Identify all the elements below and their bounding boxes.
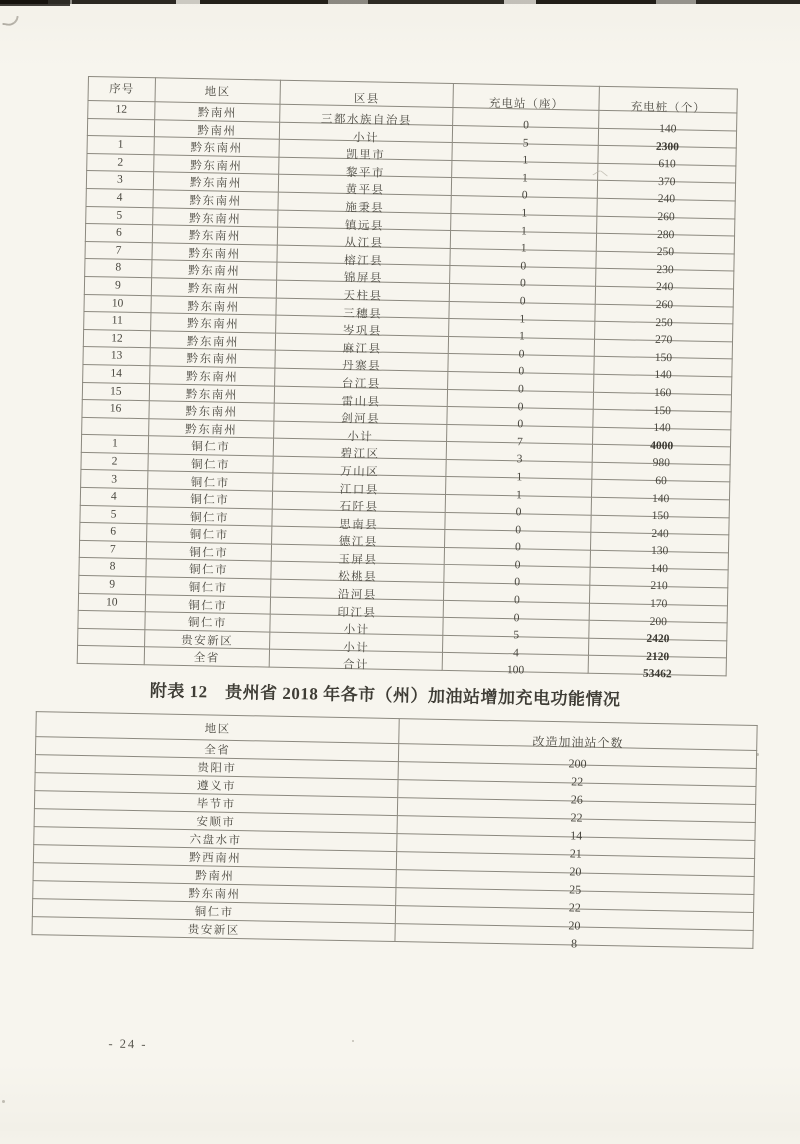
table-cell: 贵阳市 xyxy=(35,755,399,780)
table-cell: 印江县 xyxy=(270,597,444,618)
table-cell: 12 xyxy=(83,329,150,348)
table-cell: 240 xyxy=(598,181,736,201)
table-cell: 贵安新区 xyxy=(32,917,396,942)
table-cell xyxy=(82,417,149,436)
table-cell: 5 xyxy=(80,505,147,524)
table-cell: 0 xyxy=(448,354,594,374)
table-cell: 全省 xyxy=(144,647,270,667)
table-cell: 黔东南州 xyxy=(150,330,276,350)
retrofit-table-body xyxy=(32,737,757,949)
table-cell: 26 xyxy=(398,780,756,805)
table-cell: 镇远县 xyxy=(278,210,452,231)
column-header: 序号 xyxy=(88,77,155,102)
table-cell: 21 xyxy=(397,834,755,859)
table-cell: 0 xyxy=(452,178,598,198)
table-cell: 玉屏县 xyxy=(271,544,445,565)
table-cell: 遵义市 xyxy=(35,773,399,798)
table-cell: 22 xyxy=(396,888,754,913)
table-cell: 130 xyxy=(591,532,729,552)
table-cell: 100 xyxy=(443,653,589,673)
table-cell: 0 xyxy=(449,336,595,356)
table-cell: 8 xyxy=(395,924,753,949)
table-cell: 黔西南州 xyxy=(33,845,397,870)
table-cell: 铜仁市 xyxy=(145,577,271,597)
table-cell: 黔东南州 xyxy=(149,383,275,403)
table-cell: 铜仁市 xyxy=(147,506,273,526)
table-cell: 3 xyxy=(81,470,148,489)
table-cell: 黄平县 xyxy=(278,175,452,196)
table-cell: 22 xyxy=(398,762,756,787)
table-cell: 麻江县 xyxy=(275,333,449,354)
table-cell: 黔东南州 xyxy=(151,278,277,298)
table-cell: 1 xyxy=(451,195,597,215)
table-cell: 11 xyxy=(84,312,151,331)
column-header: 充电桩（个） xyxy=(599,86,737,113)
table-cell: 140 xyxy=(599,110,737,130)
table-cell: 黔东南州 xyxy=(149,401,275,421)
table-cell: 2 xyxy=(81,452,148,471)
table-cell: 锦屏县 xyxy=(277,263,451,284)
table-cell xyxy=(78,628,145,647)
table-cell: 20 xyxy=(396,906,754,931)
table-cell: 0 xyxy=(448,389,594,409)
table-cell: 黔东南州 xyxy=(152,225,278,245)
table-cell: 台江县 xyxy=(275,368,449,389)
table-cell: 1 xyxy=(452,160,598,180)
table-cell xyxy=(77,646,144,665)
table-cell: 10 xyxy=(78,593,145,612)
table-cell: 铜仁市 xyxy=(147,471,273,491)
table-cell: 250 xyxy=(595,304,733,324)
table-cell: 8 xyxy=(85,259,152,278)
table-cell: 16 xyxy=(82,400,149,419)
table-cell: 铜仁市 xyxy=(145,594,271,614)
table-cell: 14 xyxy=(83,364,150,383)
table-cell: 20 xyxy=(397,852,755,877)
table-cell: 丹寨县 xyxy=(275,350,449,371)
table-cell: 黔东南州 xyxy=(33,881,397,906)
table-cell: 铜仁市 xyxy=(145,612,271,632)
table-cell: 黔东南州 xyxy=(152,207,278,227)
table-cell: 0 xyxy=(450,266,596,286)
table-cell: 1 xyxy=(446,477,592,497)
table-cell: 200 xyxy=(399,744,757,769)
table-cell: 7 xyxy=(85,241,152,260)
table-cell: 黔东南州 xyxy=(150,313,276,333)
table-cell: 合计 xyxy=(269,649,443,670)
table-cell: 3 xyxy=(86,171,153,190)
table-cell: 石阡县 xyxy=(272,491,446,512)
table-cell: 0 xyxy=(448,371,594,391)
table-cell: 140 xyxy=(592,480,730,500)
table-cell: 2 xyxy=(87,153,154,172)
table-cell: 小计 xyxy=(279,122,453,143)
table-cell: 安顺市 xyxy=(34,809,398,834)
table-cell: 碧江区 xyxy=(273,438,447,459)
column-header: 地区 xyxy=(36,712,400,744)
table-cell: 370 xyxy=(598,163,736,183)
table-cell: 松桃县 xyxy=(271,562,445,583)
table-cell: 5 xyxy=(453,125,599,145)
table-cell: 铜仁市 xyxy=(146,524,272,544)
gas-station-retrofit-table xyxy=(31,711,757,949)
table-cell: 0 xyxy=(444,565,590,585)
table-cell: 150 xyxy=(592,497,730,517)
table-cell: 15 xyxy=(82,382,149,401)
table-cell: 铜仁市 xyxy=(32,899,396,924)
table-cell: 三穗县 xyxy=(276,298,450,319)
table-cell: 53462 xyxy=(589,656,727,676)
table-cell: 140 xyxy=(593,409,731,429)
table-cell: 0 xyxy=(450,248,596,268)
table-cell: 9 xyxy=(84,276,151,295)
table-cell: 小计 xyxy=(270,614,444,635)
table-cell: 8 xyxy=(79,558,146,577)
table-cell: 0 xyxy=(445,512,591,532)
table-cell: 260 xyxy=(597,198,735,218)
table-cell xyxy=(78,611,145,630)
table-cell: 4 xyxy=(443,635,589,655)
table-cell: 黔东南州 xyxy=(154,155,280,175)
table-cell: 1 xyxy=(446,459,592,479)
table-cell: 0 xyxy=(453,108,599,128)
table-cell: 9 xyxy=(79,575,146,594)
table-cell: 榕江县 xyxy=(277,245,451,266)
table-cell: 12 xyxy=(88,101,155,120)
table-cell: 2300 xyxy=(599,128,737,148)
table-cell: 230 xyxy=(596,251,734,271)
table-cell: 150 xyxy=(594,392,732,412)
table-cell: 铜仁市 xyxy=(146,542,272,562)
table-cell: 6 xyxy=(85,224,152,243)
table-cell: 13 xyxy=(83,347,150,366)
table-cell: 2420 xyxy=(589,620,727,640)
table-cell: 1 xyxy=(451,213,597,233)
table-cell: 江口县 xyxy=(273,474,447,495)
table-cell: 4 xyxy=(86,188,153,207)
table-cell: 25 xyxy=(396,870,754,895)
table-cell: 250 xyxy=(597,233,735,253)
table-cell: 60 xyxy=(592,462,730,482)
table-cell: 170 xyxy=(590,585,728,605)
table-cell: 岑巩县 xyxy=(276,315,450,336)
table-cell: 6 xyxy=(80,523,147,542)
table-cell: 铜仁市 xyxy=(148,454,274,474)
table-cell: 22 xyxy=(398,798,756,823)
table-cell: 黔东南州 xyxy=(151,260,277,280)
table-cell: 沿河县 xyxy=(271,579,445,600)
table-cell: 270 xyxy=(595,321,733,341)
table-cell: 140 xyxy=(594,357,732,377)
table-cell: 黔东南州 xyxy=(153,190,279,210)
table-cell: 从江县 xyxy=(277,227,451,248)
table-cell: 黔东南州 xyxy=(149,366,275,386)
table-cell: 4 xyxy=(80,487,147,506)
table-cell: 7 xyxy=(79,540,146,559)
table-cell: 凯里市 xyxy=(279,139,453,160)
table-cell: 1 xyxy=(451,231,597,251)
table-cell: 7 xyxy=(447,424,593,444)
table-cell: 黔东南州 xyxy=(153,172,279,192)
table-cell: 黔南州 xyxy=(33,863,397,888)
table-cell: 1 xyxy=(452,143,598,163)
table-cell: 德江县 xyxy=(272,526,446,547)
column-header: 地区 xyxy=(155,78,281,104)
table-cell: 610 xyxy=(598,146,736,166)
appendix-table-title: 附表 12 贵州省 2018 年各市（州）加油站增加充电功能情况 xyxy=(149,681,621,710)
table-cell: 黎平市 xyxy=(279,157,453,178)
table-cell: 0 xyxy=(450,283,596,303)
table-cell: 1 xyxy=(449,319,595,339)
table-cell: 六盘水市 xyxy=(34,827,398,852)
table-cell: 铜仁市 xyxy=(148,436,274,456)
table-cell: 150 xyxy=(595,339,733,359)
table-cell: 1 xyxy=(87,136,154,155)
table-cell: 剑河县 xyxy=(274,403,448,424)
table-cell: 黔南州 xyxy=(154,119,280,139)
table-cell: 小计 xyxy=(274,421,448,442)
table-cell: 0 xyxy=(444,582,590,602)
table-cell: 1 xyxy=(81,435,148,454)
table-cell: 5 xyxy=(443,618,589,638)
table-cell: 0 xyxy=(445,530,591,550)
table-cell: 黔东南州 xyxy=(151,295,277,315)
table-cell: 黔东南州 xyxy=(154,137,280,157)
table-cell: 3 xyxy=(447,442,593,462)
column-header: 充电站（座） xyxy=(453,84,599,111)
table-cell: 0 xyxy=(447,407,593,427)
table-cell: 铜仁市 xyxy=(146,559,272,579)
table-cell: 铜仁市 xyxy=(147,489,273,509)
table-cell: 2120 xyxy=(589,638,727,658)
table-cell: 0 xyxy=(444,600,590,620)
table-cell: 黔东南州 xyxy=(152,243,278,263)
table-cell: 0 xyxy=(446,495,592,515)
table-cell: 贵安新区 xyxy=(144,630,270,650)
column-header: 改造加油站个数 xyxy=(399,719,757,751)
table-cell: 5 xyxy=(86,206,153,225)
table-cell: 4000 xyxy=(593,427,731,447)
page-number: - 24 - xyxy=(108,1036,148,1052)
table-cell: 260 xyxy=(596,286,734,306)
charging-stations-piles-table xyxy=(77,76,738,681)
table-cell: 施秉县 xyxy=(278,192,452,213)
table-cell: 思南县 xyxy=(272,509,446,530)
table-cell: 天柱县 xyxy=(276,280,450,301)
table-cell: 0 xyxy=(445,547,591,567)
column-header: 区县 xyxy=(280,80,454,107)
table-cell: 240 xyxy=(591,515,729,535)
table-cell xyxy=(87,118,154,137)
table-cell: 210 xyxy=(590,568,728,588)
table-cell: 140 xyxy=(591,550,729,570)
table-cell: 240 xyxy=(596,269,734,289)
table-cell: 万山区 xyxy=(273,456,447,477)
table-cell: 980 xyxy=(593,445,731,465)
table-cell: 黔东南州 xyxy=(148,418,274,438)
table-cell: 毕节市 xyxy=(34,791,398,816)
table-cell: 黔东南州 xyxy=(150,348,276,368)
table-cell: 14 xyxy=(397,816,755,841)
table-cell: 全省 xyxy=(35,737,399,762)
charging-table-body xyxy=(77,101,737,681)
table-cell: 黔南州 xyxy=(155,102,281,122)
table-cell: 200 xyxy=(590,603,728,623)
table-cell: 10 xyxy=(84,294,151,313)
table-cell: 雷山县 xyxy=(274,386,448,407)
table-cell: 三都水族自治县 xyxy=(280,104,454,125)
table-cell: 160 xyxy=(594,374,732,394)
table-cell: 280 xyxy=(597,216,735,236)
table-cell: 1 xyxy=(449,301,595,321)
table-cell: 小计 xyxy=(270,632,444,653)
